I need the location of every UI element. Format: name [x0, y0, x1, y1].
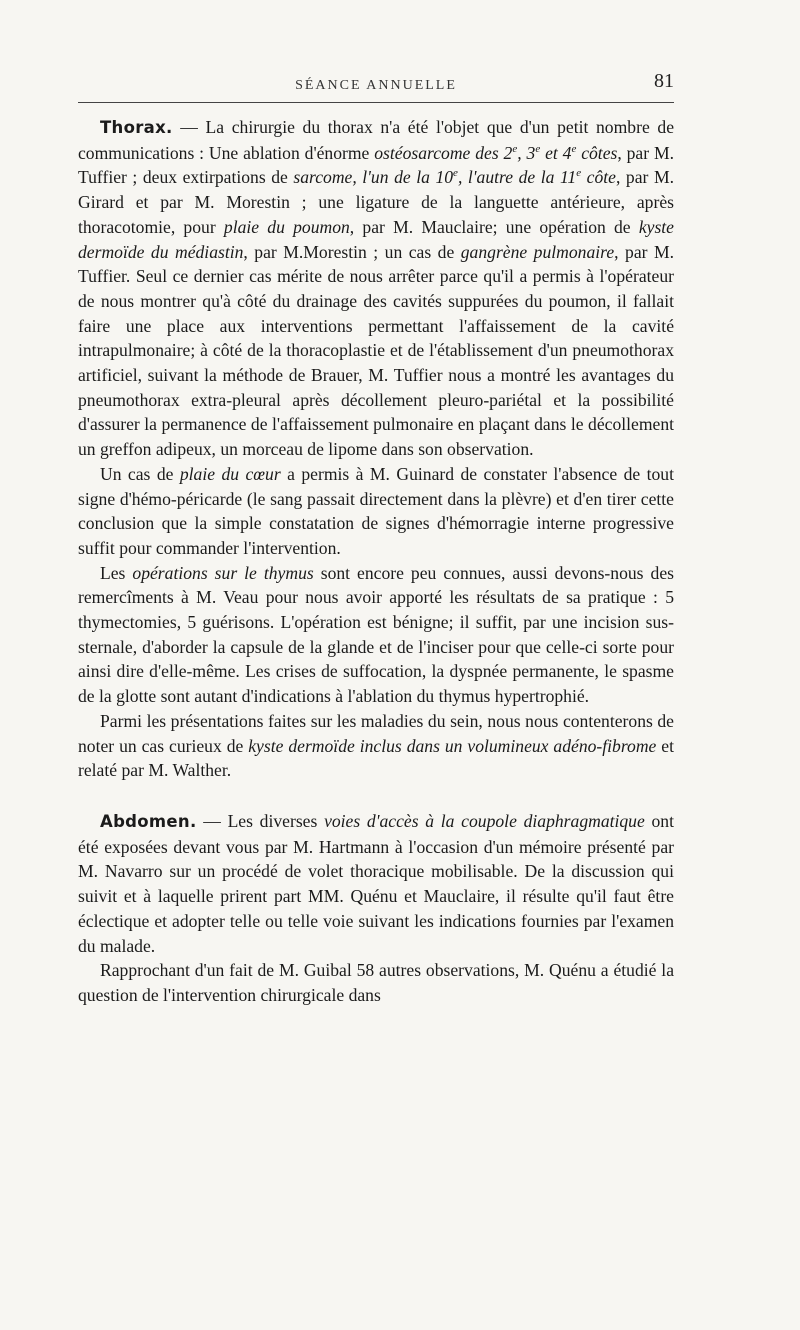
text-run: a permis à M. Guinard de constater l'absence de tout signe d'hémo-péricarde (le sang passait directement dans la plèvre) et d'en tirer cette conclusion que la simple constatation de signes d'hémorragie interne progressive suffit pour commander l'intervention.	[78, 463, 674, 558]
section-heading-thorax: Thorax.	[100, 118, 173, 137]
italic-run: plaie du poumon	[223, 216, 350, 237]
italic-run: , 3	[517, 142, 536, 163]
thorax-paragraph-4	[78, 709, 674, 783]
italic-run: côte	[581, 167, 616, 188]
heading-dash: —	[172, 117, 206, 137]
running-head	[78, 62, 674, 102]
section-spacer	[78, 783, 674, 809]
text-run: Un cas de	[100, 463, 180, 484]
text-run: , par M. Tuffier. Seul ce dernier cas mérite de nous arrêter parce qu'il a permis à l'opérateur de nous montrer qu'à côté du drainage des cavités suppurées du poumon, il fallait faire une place aux interventions permettant l'affaissement de la cavité intrapulmonaire; à côté de la thoracoplastie et de l'établissement d'un pneumothorax artificiel, suivant la méthode de Brauer, M. Tuffier nous a montré les avantages du pneumothorax extra-pleural après décollement pleuro-pariétal et la possibilité d'assurer la permanence de l'affaissement pulmonaire en plaçant dans le décollement un greffon adipeux, un morceau de lipome dans son observation.	[78, 241, 675, 460]
italic-run: , l'autre de la 11	[457, 167, 577, 188]
text-run: , par M. Girard et par M. Morestin ; une ligature de la languette antérieure, après thoracotomie, pour	[78, 167, 674, 237]
superscript: e	[512, 142, 518, 155]
text-run: sont encore peu connues, aussi devons-nous des remercîments à M. Veau pour nous avoir apporté les résultats de sa pratique : 5 thymectomies, 5 guérisons. L'opération est bénigne; il suffit, par une incision sus-sternale, d'aborder la capsule de la glande et de l'inciser pour que celle-ci sorte pour ainsi dire d'elle-même. Les crises de suffocation, la dyspnée permanente, le spasme de la glotte sont autant d'indications à l'ablation du thymus hypertrophié.	[78, 562, 674, 707]
thorax-paragraph-2	[78, 462, 674, 561]
italic-run: voies d'accès à la coupole diaphragmatique	[324, 810, 645, 831]
superscript: e	[571, 142, 577, 155]
italic-run: sarcome, l'un de la 10	[293, 167, 454, 188]
text-run: Parmi les présentations faites sur les maladies du sein, nous nous contenterons de noter un cas curieux de	[78, 710, 674, 756]
italic-run: kyste dermoïde inclus dans un volumineux adéno-fibrome	[248, 735, 657, 756]
text-run: , par M. Mauclaire; une opération de	[349, 216, 639, 237]
superscript: e	[535, 142, 541, 155]
text-run: , par M. Tuffier ; deux extirpations de	[78, 142, 675, 188]
italic-run: côtes	[576, 142, 618, 163]
italic-run: plaie du cœur	[179, 463, 281, 484]
header-rule	[78, 102, 674, 103]
text-run: Les diverses	[227, 810, 325, 831]
text-run: Rapprochant d'un fait de M. Guibal 58 autres observations, M. Quénu a étudié la question de l'intervention chirurgicale dans	[78, 960, 674, 1005]
superscript: e	[453, 167, 458, 180]
text-run: , par M.Morestin ; un cas de	[243, 241, 461, 262]
page-number: 81	[654, 70, 674, 92]
italic-run: gangrène pulmonaire	[460, 241, 615, 262]
italic-run: kyste dermoïde du médiastin	[78, 216, 674, 262]
text-run: La chirurgie du thorax n'a été l'objet que d'un petit nombre de communications : Une ablation d'énorme	[78, 117, 675, 163]
italic-run: ostéosarcome des 2	[374, 142, 513, 163]
heading-dash: —	[196, 810, 228, 831]
text-run: et relaté par M. Walther.	[78, 735, 674, 781]
thorax-paragraph-3	[78, 561, 674, 709]
abdomen-paragraph-2	[78, 958, 674, 1007]
text-run: ont été exposées devant vous par M. Hartmann à l'occasion d'un mémoire présenté par M. Navarro sur un procédé de volet thoracique mobilisable. De la discussion qui suivit et à laquelle prirent part MM. Quénu et Mauclaire, il résulte qu'il faut être éclectique et adopter telle ou telle voie suivant les indications fournies par l'examen du malade.	[78, 810, 674, 956]
running-title: SÉANCE ANNUELLE	[295, 78, 457, 93]
italic-run: opérations sur le thymus	[132, 562, 314, 583]
book-page	[78, 62, 674, 1008]
superscript: e	[576, 167, 582, 180]
section-heading-abdomen: Abdomen.	[100, 811, 197, 831]
italic-run: et 4	[540, 142, 572, 163]
abdomen-paragraph-1	[78, 809, 674, 958]
thorax-paragraph-1	[78, 115, 674, 462]
text-run: Les	[100, 562, 133, 583]
